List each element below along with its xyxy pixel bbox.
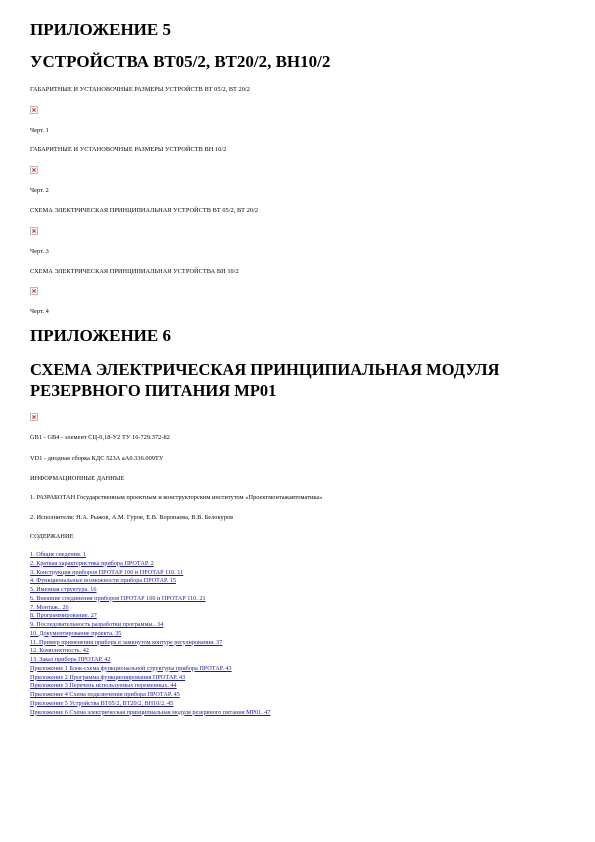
- toc-item[interactable]: [30, 586, 271, 595]
- toc-link[interactable]: Приложение 6 Схема электрическая принципиальная модуля резервного питания МР01. 47: [30, 708, 271, 716]
- toc-item[interactable]: [30, 682, 271, 691]
- figure-caption-2: ГАБАРИТНЫЕ И УСТАНОВОЧНЫЕ РАЗМЕРЫ УСТРОЙСТВ ВН 10/2: [30, 146, 227, 153]
- table-of-contents: [30, 551, 271, 717]
- toc-link[interactable]: 2. Краткая характеристика прибора ПРОТАР. 2: [30, 559, 154, 567]
- note-vd: VD1 - диодная сборка КДС 523А аА0.336.009ТУ: [30, 455, 164, 462]
- broken-image-icon: [30, 166, 38, 174]
- figure-caption-1: ГАБАРИТНЫЕ И УСТАНОВОЧНЫЕ РАЗМЕРЫ УСТРОЙСТВ ВТ 05/2, ВТ 20/2: [30, 86, 250, 93]
- toc-link[interactable]: 11. Пример применения прибора в замкнутом контуре регулирования. 37: [30, 638, 223, 646]
- toc-link[interactable]: 8. Программирование. 27: [30, 612, 97, 620]
- info-performers: 2. Исполнители: Н.А. Рыжов, А.М. Гуров, Е.В. Воропаева, В.В. Белокуров: [30, 514, 234, 521]
- toc-link[interactable]: 13. Заказ прибора ПРОТАР. 42: [30, 656, 111, 663]
- figure-label-2: Черт. 2: [30, 187, 49, 194]
- toc-link[interactable]: Приложение 5 Устройства ВТ05/2, ВТ20/2, ВН10/2. 45: [30, 699, 174, 707]
- toc-item[interactable]: [30, 577, 271, 586]
- appendix-5-heading: ПРИЛОЖЕНИЕ 5: [30, 20, 171, 39]
- toc-item[interactable]: [30, 560, 271, 569]
- figure-caption-3: СХЕМА ЭЛЕКТРИЧЕСКАЯ ПРИНЦИПИАЛЬНАЯ УСТРОЙСТВ ВТ 05/2, ВТ 20/2: [30, 207, 259, 214]
- broken-image-icon: [30, 287, 38, 295]
- toc-link[interactable]: 12. Комплектность. 42: [30, 647, 89, 655]
- note-gb: GB1 - GB4 - элемент СЦ-0,18-У2 ТУ 16-729.372-82: [30, 434, 170, 441]
- info-title: ИНФОРМАЦИОННЫЕ ДАННЫЕ: [30, 475, 125, 482]
- toc-item[interactable]: [30, 674, 271, 683]
- toc-link[interactable]: Приложение 1 Блок-схема функциональной структуры прибора ПРОТАР. 43: [30, 664, 232, 672]
- toc-link[interactable]: Приложение 2 Программа функционирования ПРОТАР. 43: [30, 673, 186, 681]
- toc-item[interactable]: [30, 569, 271, 578]
- figure-caption-4: СХЕМА ЭЛЕКТРИЧЕСКАЯ ПРИНЦИПИАЛЬНАЯ УСТРОЙСТВА ВН 10/2: [30, 268, 239, 275]
- toc-item[interactable]: [30, 595, 271, 604]
- toc-item[interactable]: [30, 621, 271, 630]
- toc-link[interactable]: 6. Внешние соединения приборов ПРОТАР 100 и ПРОТАР 110. 21: [30, 594, 206, 602]
- toc-link[interactable]: 1. Общие сведения. 1: [30, 551, 87, 558]
- toc-link[interactable]: 5. Именная структура. 16: [30, 586, 97, 593]
- figure-label-1: Черт. 1: [30, 127, 49, 134]
- toc-item[interactable]: [30, 665, 271, 674]
- toc-item[interactable]: [30, 630, 271, 639]
- broken-image-icon: [30, 227, 38, 235]
- toc-item[interactable]: [30, 551, 271, 560]
- toc-item[interactable]: [30, 612, 271, 621]
- toc-item[interactable]: [30, 700, 271, 709]
- figure-label-3: Черт. 3: [30, 248, 49, 255]
- toc-item[interactable]: [30, 639, 271, 648]
- toc-link[interactable]: Приложение 4 Схема подключения прибора ПРОТАР. 45: [30, 691, 180, 698]
- toc-item[interactable]: [30, 647, 271, 656]
- toc-item[interactable]: [30, 604, 271, 613]
- toc-link[interactable]: 10. Документирование проекта. 35: [30, 629, 122, 637]
- toc-link[interactable]: 9. Последовательность разработки программы.. 34: [30, 621, 164, 628]
- toc-item[interactable]: [30, 656, 271, 665]
- devices-heading: УСТРОЙСТВА ВТ05/2, ВТ20/2, ВН10/2: [30, 52, 331, 71]
- appendix-6-heading: ПРИЛОЖЕНИЕ 6: [30, 326, 171, 345]
- toc-link[interactable]: 7. Монтаж.. 26: [30, 603, 69, 611]
- broken-image-icon: [30, 106, 38, 114]
- contents-title: СОДЕРЖАНИЕ: [30, 533, 74, 540]
- toc-item[interactable]: [30, 709, 271, 718]
- schema-heading: СХЕМА ЭЛЕКТРИЧЕСКАЯ ПРИНЦИПИАЛЬНАЯ МОДУЛЯ РЕЗЕРВНОГО ПИТАНИЯ МР01: [30, 360, 500, 400]
- toc-link[interactable]: Приложение 3 Перечень используемых переменных. 44: [30, 682, 177, 690]
- toc-link[interactable]: 3. Конструкция приборов ПРОТАР 100 и ПРОТАР 110. 11: [30, 568, 184, 576]
- broken-image-icon: [30, 413, 38, 421]
- figure-label-4: Черт. 4: [30, 308, 49, 315]
- toc-link[interactable]: 4. Функциональные возможности прибора ПРОТАР. 15: [30, 577, 176, 585]
- info-developed: 1. РАЗРАБОТАН Государственным проектным и конструкторским институтом «Проектмонтажавтоматика»: [30, 494, 323, 501]
- toc-item[interactable]: [30, 691, 271, 700]
